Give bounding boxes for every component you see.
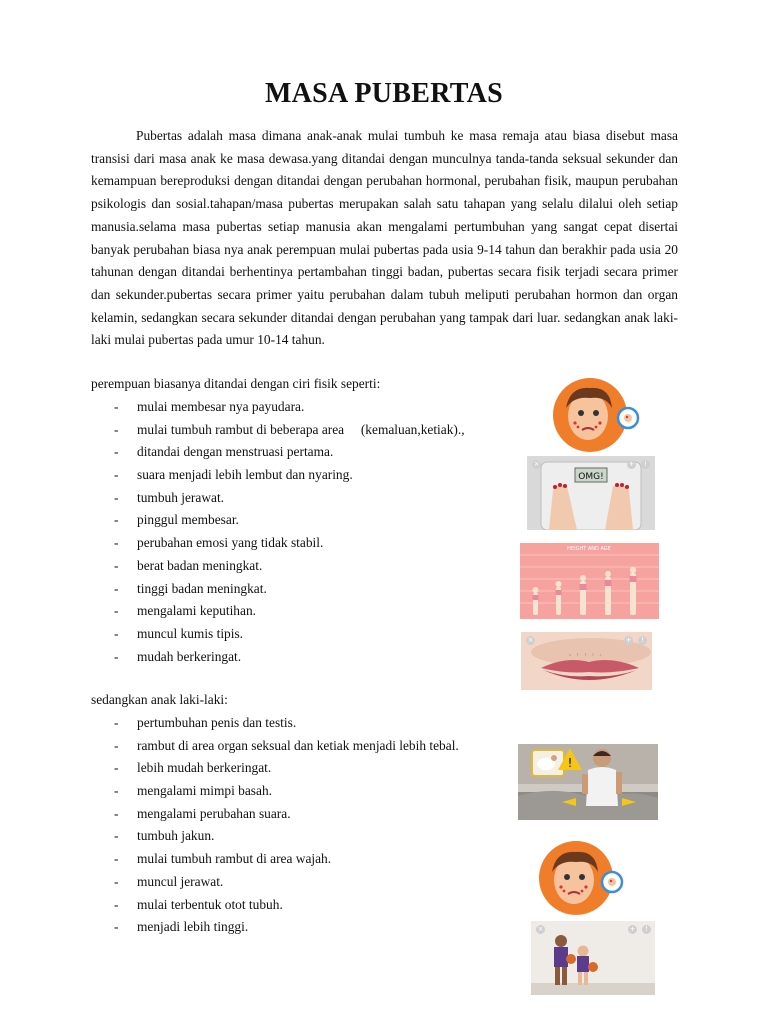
list-item-text: ditandai dengan menstruasi pertama. bbox=[137, 444, 334, 460]
bullet-dash: - bbox=[114, 737, 119, 753]
basketball-players-photo bbox=[531, 921, 655, 995]
info-icon[interactable]: ! bbox=[642, 925, 651, 934]
list-item bbox=[91, 757, 459, 780]
close-icon[interactable]: × bbox=[527, 636, 534, 644]
list-item bbox=[91, 532, 465, 555]
bullet-dash: - bbox=[114, 760, 119, 776]
list-item bbox=[91, 871, 459, 894]
bullet-dash: - bbox=[114, 828, 119, 844]
list-item-text: perubahan emosi yang tidak stabil. bbox=[137, 535, 324, 551]
list-item bbox=[91, 735, 459, 758]
bullet-dash: - bbox=[114, 535, 119, 551]
list-item bbox=[91, 916, 459, 939]
list-item-text: mulai membesar nya payudara. bbox=[137, 399, 305, 414]
bullet-dash: - bbox=[114, 625, 119, 641]
boys-heading: sedangkan anak laki-laki: bbox=[91, 692, 228, 707]
list-item-text: pinggul membesar. bbox=[137, 512, 239, 528]
boy-waking-photo bbox=[518, 744, 658, 820]
upper-lip-photo bbox=[521, 632, 652, 690]
list-item-text: mulai tumbuh rambut di beberapa area (kemaluan,ketiak)., bbox=[137, 421, 465, 437]
list-item bbox=[91, 646, 465, 669]
bullet-dash: - bbox=[114, 444, 119, 460]
list-item-text: muncul kumis tipis. bbox=[137, 625, 244, 641]
bullet-dash: - bbox=[114, 421, 119, 437]
list-item bbox=[91, 555, 465, 578]
list-item-text: mulai tumbuh rambut di area wajah. bbox=[137, 851, 332, 867]
bullet-dash: - bbox=[114, 512, 119, 528]
acne-face-illustration bbox=[530, 378, 662, 452]
list-item bbox=[91, 419, 465, 442]
list-item bbox=[91, 464, 465, 487]
list-item-text: mengalami perubahan suara. bbox=[137, 805, 291, 821]
list-item bbox=[91, 894, 459, 917]
bullet-dash: - bbox=[114, 467, 119, 483]
expand-icon[interactable]: + bbox=[629, 925, 636, 933]
height-age-chart-image bbox=[520, 543, 659, 619]
bullet-dash: - bbox=[114, 489, 119, 505]
close-icon[interactable]: × bbox=[537, 925, 544, 933]
info-icon[interactable]: ! bbox=[638, 636, 647, 645]
bullet-dash: - bbox=[114, 715, 119, 730]
list-item-text: mudah berkeringat. bbox=[137, 648, 242, 664]
list-item-text: tumbuh jerawat. bbox=[137, 489, 225, 505]
list-item bbox=[91, 578, 465, 601]
list-item bbox=[91, 825, 459, 848]
list-item bbox=[91, 803, 459, 826]
bullet-dash: - bbox=[114, 805, 119, 821]
bullet-dash: - bbox=[114, 851, 119, 867]
girls-heading: perempuan biasanya ditandai dengan ciri fisik seperti: bbox=[91, 376, 381, 391]
list-item bbox=[91, 487, 465, 510]
list-item-text: pertumbuhan penis dan testis. bbox=[137, 715, 297, 730]
scale-display-text: OMG! bbox=[578, 472, 604, 482]
list-item bbox=[91, 780, 459, 803]
bullet-dash: - bbox=[114, 580, 119, 596]
list-item-text: lebih mudah berkeringat. bbox=[137, 760, 272, 776]
bullet-dash: - bbox=[114, 873, 119, 889]
bullet-dash: - bbox=[114, 919, 119, 935]
list-item-text: mengalami keputihan. bbox=[137, 603, 256, 619]
bullet-dash: - bbox=[114, 399, 119, 414]
list-item-text: suara menjadi lebih lembut dan nyaring. bbox=[137, 467, 353, 483]
chart-image-title: HEIGHT AND AGE bbox=[567, 546, 611, 552]
list-item bbox=[91, 509, 465, 532]
bullet-dash: - bbox=[114, 603, 119, 619]
bullet-dash: - bbox=[114, 783, 119, 799]
page-title: MASA PUBERTAS bbox=[264, 78, 504, 109]
list-item-text: mulai terbentuk otot tubuh. bbox=[137, 896, 283, 912]
list-item bbox=[91, 623, 465, 646]
bullet-dash: - bbox=[114, 557, 119, 573]
list-item-text: menjadi lebih tinggi. bbox=[137, 919, 249, 935]
list-item-text: tinggi badan meningkat. bbox=[137, 580, 267, 596]
intro-paragraph: Pubertas adalah masa dimana anak-anak mulai tumbuh ke masa remaja atau biasa disebut masa transisi dari masa anak ke masa dewasa.yang ditandai dengan munculnya tanda-tanda seksual sekunder dan kemampuan bereproduksi dengan ditandai dengan perubahan hormonal, perubahan fisik, maupun perubahan psikologis dan sosial.tahapan/masa pubertas merupakan salah satu tahapan yang selalu dilalui oleh setiap manusia.selama masa pubertas setiap manusia akan mengalami pertumbuhan yang sangat cepat disertai banyak perubahan biasa nya anak perempuan mulai pubertas pada usia 9-14 tahun dan berakhir pada usia 20 tahunan dengan ditandai berhentinya pertambahan tinggi badan, pubertas secara fisik terjadi secara primer dan sekunder.pubertas secara primer yaitu perubahan dalam tubuh meliputi perubahan hormon dan organ kelamin, sedangkan secara sekunder ditandai dengan perubahan yang tampak dari luar. sedangkan anak laki-laki mulai pubertas pada umur 10-14 tahun. bbox=[91, 128, 678, 348]
bullet-dash: - bbox=[114, 896, 119, 912]
list-item-text: tumbuh jakun. bbox=[137, 828, 215, 844]
list-item bbox=[91, 712, 459, 735]
svg-text:!: ! bbox=[567, 756, 573, 770]
expand-icon[interactable]: + bbox=[628, 460, 635, 468]
bathroom-scale-photo bbox=[527, 456, 655, 530]
list-item-text: muncul jerawat. bbox=[137, 873, 224, 889]
list-item-text: mengalami mimpi basah. bbox=[137, 783, 272, 799]
list-item bbox=[91, 441, 465, 464]
expand-icon[interactable]: + bbox=[625, 636, 632, 644]
boys-traits-list bbox=[91, 712, 459, 939]
list-item bbox=[91, 396, 465, 419]
list-item bbox=[91, 848, 459, 871]
list-item bbox=[91, 600, 465, 623]
list-item-text: rambut di area organ seksual dan ketiak menjadi lebih tebal. bbox=[137, 737, 459, 753]
acne-face-illustration-2 bbox=[530, 840, 630, 916]
info-icon[interactable]: ! bbox=[641, 460, 650, 469]
close-icon[interactable]: × bbox=[533, 460, 540, 468]
list-item-text: berat badan meningkat. bbox=[137, 557, 263, 573]
bullet-dash: - bbox=[114, 648, 119, 664]
girls-traits-list bbox=[91, 396, 465, 668]
